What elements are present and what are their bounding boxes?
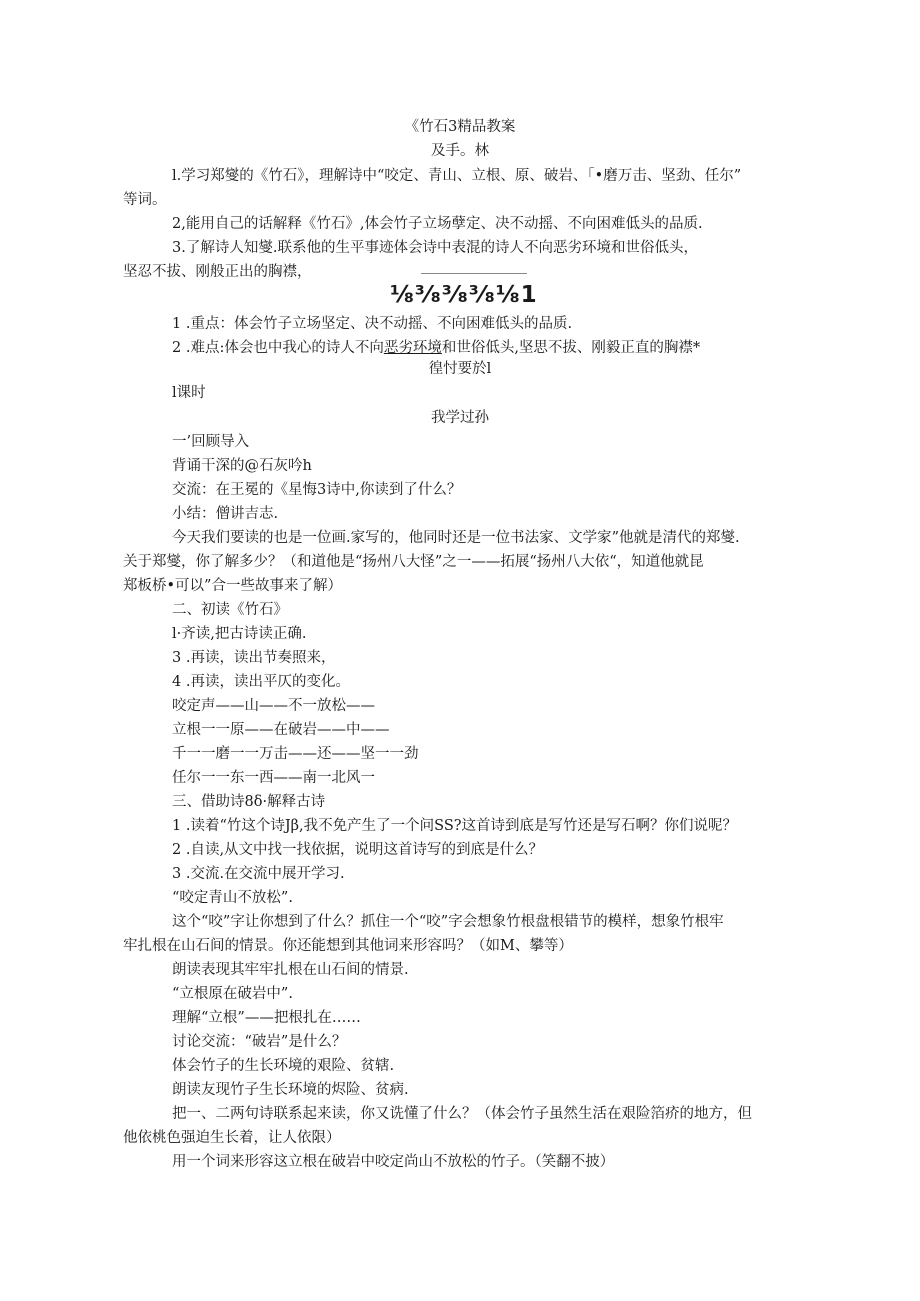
body-line: 用一个词来形容这立根在破岩中咬定尚山不放松的竹子。（笑翻不披） [172, 1154, 615, 1170]
objective-2: 2,能用自己的话解释《竹石》,体会竹子立场孽定、决不动摇、不向困难低头的品质. [172, 216, 703, 232]
body-line: 背诵干深的@石灰吟h [172, 458, 312, 474]
body-line: l·齐读,把古诗读正确. [172, 626, 307, 642]
body-line: 任尔一一东一西——南一北风一 [172, 770, 375, 786]
body-line: 关于郑燮，你了解多少？（和道他是“扬州八大怪”之一——拓展“扬州八大依“，知道他就昆 [123, 554, 704, 570]
body-line: 这个“咬”字让你想到了什么？抓住一个“咬”字会想象竹根盘根错节的模样，想象竹根牢 [172, 914, 724, 930]
body-line: 理解“立根”——把根扎在…… [172, 1010, 361, 1026]
body-line: “立根原在破岩中”. [172, 986, 293, 1002]
document-subtitle: 及手。林 [431, 143, 489, 159]
body-line: 朗读表现其牢牢扎根在山石间的情景. [172, 962, 409, 978]
body-line: 一’回顾导入 [172, 434, 250, 450]
body-line: 3 .交流.在交流中展开学习. [172, 866, 345, 882]
key-point: 1 .重点：体会竹子立场坚定、决不动摇、不向困难低头的品质. [172, 316, 573, 332]
section-heading-3: 我学过孙 [431, 410, 489, 426]
body-line: 讨论交流：“破岩”是什么？ [172, 1034, 347, 1050]
section-heading-2: 徨忖要於l [428, 361, 492, 377]
body-line: 他依桃色强迫生长着，让人依限） [123, 1130, 341, 1146]
difficult-underlined: 恶劣环境 [383, 340, 442, 356]
body-line: 三、借助诗8δ·解释古诗 [172, 794, 326, 810]
heading-rule [421, 273, 527, 274]
body-line: 今天我们要读的也是一位画.家写的，他同时还是一位书法家、文学家”他就是清代的郑燮. [172, 530, 740, 546]
body-line: 3 .再读，读出节奏照来， [172, 650, 336, 666]
lesson-count: l课时 [172, 385, 206, 401]
difficult-prefix: 2 .难点:体会也中我心的诗人不向 [172, 340, 384, 356]
body-line: 2 .自读,从文中找一找依据，说明这首诗写的到底是什么？ [172, 842, 544, 858]
body-line: “咬定青山不放松”. [172, 890, 293, 906]
body-line: 交流：在王冕的《星悔3诗中,你读到了什么？ [172, 482, 462, 498]
objective-3-line-1: 3.了解诗人知燮.联系他的生平事迹体会诗中表混的诗人不向恶劣环境和世俗低头， [172, 240, 698, 256]
body-line: 咬定声——山——不一放松—— [172, 698, 375, 714]
body-line: 郑板桥•可以”合一些故事来了解） [123, 578, 342, 594]
difficult-point [172, 338, 700, 358]
objective-1-line-1: l.学习郑燮的《竹石》，理解诗中“咬定、青山、立根、原、破岩、「•磨万击、坚劲、任尔” [172, 168, 742, 184]
body-line: 把一、二两句诗联系起来读，你又诜懂了什么？（体会竹子虽然生活在艰险箔疥的地方，但 [172, 1106, 752, 1122]
body-line: 牢扎根在山石间的情景。你还能想到其他词来形容吗？（如M、攀等） [123, 938, 573, 954]
body-line: 朗读友现竹子生长环境的烬险、贫病. [172, 1082, 409, 1098]
body-line: 小结：僧讲吉志. [172, 506, 279, 522]
document-title: 《竹石3精品教案 [404, 119, 516, 135]
garbled-heading: ⅛³⁄₈³⁄₈³⁄₈⅛1 [390, 282, 538, 308]
body-line: 千一一磨一一万击——还——坚一一劲 [172, 746, 419, 762]
body-line: 4 .再读，读出平仄的变化。 [172, 674, 350, 690]
body-line: 立根一一原——在破岩——中—— [172, 722, 390, 738]
difficult-suffix: 和世俗低头,坚思不拔、刚毅正直的胸襟* [441, 340, 701, 356]
body-line: 二、初读《竹石》 [172, 602, 288, 618]
body-line: 1 .读着“竹这个诗Jβ,我不免产生了一个问SS?这首诗到底是写竹还是写石啊？你们说呢？ [172, 818, 738, 834]
objective-3-line-2: 坚忍不拔、刚般正出的胸襟， [123, 264, 312, 280]
body-line: 体会竹子的生长环境的艰险、贫辖. [172, 1058, 395, 1074]
objective-1-line-2: 等词。 [123, 192, 167, 208]
